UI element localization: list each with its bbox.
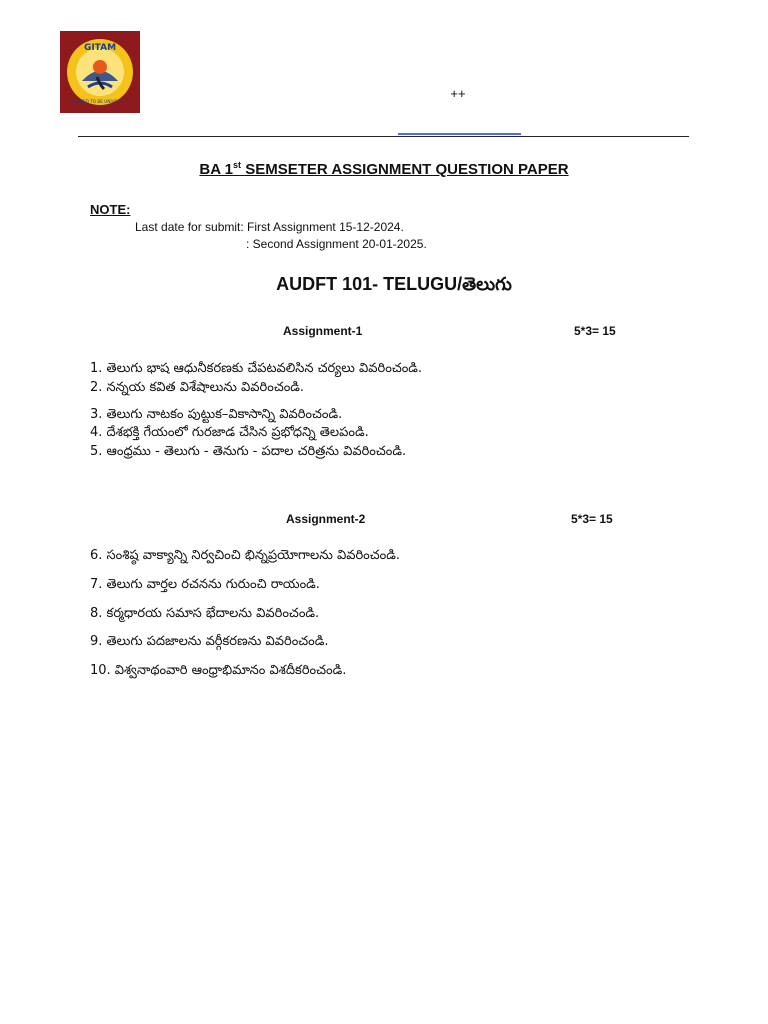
assignment-2-label: Assignment-2 [286, 512, 366, 526]
assignment-1-marks: 5*3= 15 [574, 324, 616, 338]
question-1: 1. తెలుగు భాష ఆధునీకరణకు చేపటవలిసిన చర్యలు వివరించండి. [90, 361, 423, 376]
header-divider [78, 136, 689, 137]
question-8: 8. కర్మధారయ సమాస భేదాలను వివరించండి. [90, 606, 320, 621]
question-4: 4. దేశభక్తి గేయంలో గురజాడ చేసిన ప్రభోధన్ని తెలపండి. [90, 425, 369, 440]
question-6: 6. సంశిష్ఠ వాక్యాన్ని నిర్వచించి భిన్నప్రయోగాలను వివరించండి. [90, 548, 400, 563]
svg-text:DEEMED TO BE UNIVERSITY: DEEMED TO BE UNIVERSITY [70, 99, 130, 104]
note-line-first: Last date for submit: First Assignment 15-12-2024. [135, 220, 404, 234]
course-title: AUDFT 101- TELUGU/తెలుగు [276, 274, 512, 294]
note-line-second: : Second Assignment 20-01-2025. [246, 237, 427, 251]
page-title: BA 1st SEMSETER ASSIGNMENT QUESTION PAPER [199, 160, 569, 178]
note-label: NOTE: [90, 202, 131, 217]
question-9: 9. తెలుగు పదజాలను వర్గీకరణను వివరించండి. [90, 634, 329, 649]
assignment-2-marks: 5*3= 15 [571, 512, 613, 526]
question-10: 10. విశ్వనాథంవారి ఆంధ్రాభిమానం విశదీకరించండి. [90, 663, 347, 678]
question-5: 5. ఆంధ్రము - తెలుగు - తెనుగు - పదాల చరిత్రను వివరించండి. [90, 444, 407, 459]
university-logo [60, 31, 140, 113]
question-3: 3. తెలుగు నాటకం పుట్టుక–వికాసాన్ని వివరించండి. [90, 407, 343, 422]
question-2: 2. నన్నయ కవిత విశేషాలును వివరించండి. [90, 380, 305, 395]
gitam-emblem-icon [60, 31, 140, 113]
assignment-1-label: Assignment-1 [283, 324, 363, 338]
header-accent-line [398, 133, 521, 135]
question-7: 7. తెలుగు వార్తల రచనను గురుంచి రాయండి. [90, 577, 320, 592]
svg-text:GITAM: GITAM [83, 43, 117, 53]
header-marks: ++ [450, 86, 466, 101]
